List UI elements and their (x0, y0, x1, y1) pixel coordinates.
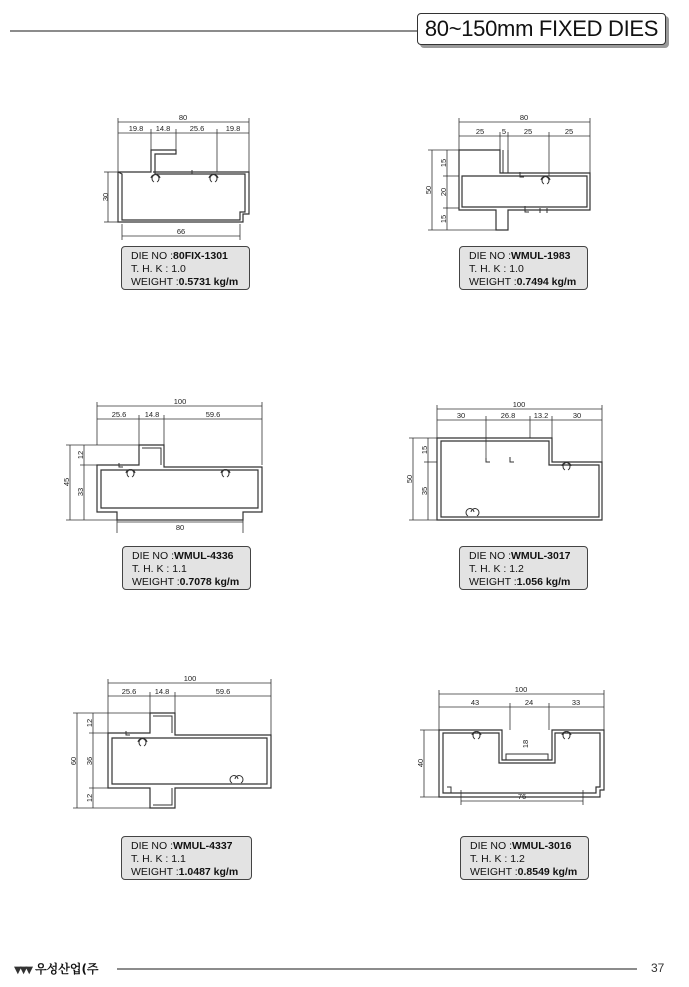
svg-text:43: 43 (470, 698, 480, 707)
svg-text:40: 40 (416, 758, 425, 768)
die-number: WMUL-3016 (512, 840, 572, 852)
weight: 1.056 kg/m (516, 576, 571, 588)
svg-text:25.6: 25.6 (189, 124, 205, 133)
svg-text:30: 30 (572, 411, 582, 420)
svg-text:60: 60 (69, 756, 78, 766)
weight: 0.5731 kg/m (178, 276, 239, 288)
svg-text:100: 100 (173, 397, 187, 406)
svg-text:33: 33 (571, 698, 581, 707)
svg-text:50: 50 (405, 474, 414, 484)
svg-text:15: 15 (439, 214, 448, 224)
svg-text:25: 25 (523, 127, 533, 136)
svg-text:59.6: 59.6 (215, 687, 231, 696)
page-number: 37 (651, 961, 665, 975)
company-logo-icon: ▼▼▼ (14, 965, 32, 976)
die-info-6: DIE NO :WMUL-3016 T. H. K : 1.2 WEIGHT :0.8549 kg/m (460, 836, 589, 880)
die-number: WMUL-3017 (511, 550, 571, 562)
footer-brand (14, 960, 99, 977)
die-info-4: DIE NO :WMUL-3017 T. H. K : 1.2 WEIGHT :1.056 kg/m (459, 546, 588, 590)
svg-text:30: 30 (456, 411, 466, 420)
die-profile-2 (424, 113, 590, 230)
svg-text:15: 15 (420, 445, 429, 455)
svg-text:100: 100 (183, 674, 197, 683)
svg-text:25: 25 (475, 127, 485, 136)
svg-text:13.2: 13.2 (533, 411, 549, 420)
svg-text:14.8: 14.8 (154, 687, 170, 696)
svg-text:19.8: 19.8 (128, 124, 144, 133)
svg-text:12: 12 (76, 450, 85, 460)
svg-text:5: 5 (501, 127, 507, 136)
die-number: WMUL-4336 (174, 550, 234, 562)
svg-text:45: 45 (62, 477, 71, 487)
svg-text:100: 100 (514, 685, 528, 694)
svg-text:50: 50 (424, 185, 433, 195)
svg-text:59.6: 59.6 (205, 410, 221, 419)
svg-text:15: 15 (439, 158, 448, 168)
svg-text:25.6: 25.6 (111, 410, 127, 419)
weight: 0.7494 kg/m (516, 276, 577, 288)
dim-total: 80 (178, 113, 188, 122)
svg-text:14.8: 14.8 (155, 124, 171, 133)
die-info-5: DIE NO :WMUL-4337 T. H. K : 1.1 WEIGHT :1.0487 kg/m (121, 836, 252, 880)
svg-text:24: 24 (524, 698, 534, 707)
svg-text:80: 80 (175, 523, 185, 532)
die-profile-6 (416, 685, 604, 805)
svg-text:36: 36 (85, 756, 94, 766)
die-info-1: DIE NO :80FIX-1301 T. H. K : 1.0 WEIGHT :0.5731 kg/m (121, 246, 250, 290)
weight: 0.7078 kg/m (179, 576, 240, 588)
svg-text:25.6: 25.6 (121, 687, 137, 696)
svg-text:19.8: 19.8 (225, 124, 241, 133)
svg-text:12: 12 (85, 793, 94, 803)
svg-text:18: 18 (521, 739, 530, 749)
die-number: WMUL-1983 (511, 250, 571, 262)
svg-text:12: 12 (85, 718, 94, 728)
svg-text:100: 100 (512, 400, 526, 409)
die-profile-3 (62, 397, 262, 533)
die-number: WMUL-4337 (173, 840, 233, 852)
svg-text:26.8: 26.8 (500, 411, 516, 420)
thickness: 1.1 (172, 563, 187, 575)
footer-rule (117, 968, 637, 970)
thickness: 1.2 (510, 853, 525, 865)
svg-text:66: 66 (176, 227, 186, 236)
page-title: 80~150mm FIXED DIES (417, 13, 666, 45)
svg-text:80: 80 (519, 113, 529, 122)
die-info-3: DIE NO :WMUL-4336 T. H. K : 1.1 WEIGHT :0.7078 kg/m (122, 546, 251, 590)
thickness: 1.0 (171, 263, 186, 275)
svg-text:76: 76 (517, 792, 527, 801)
weight: 1.0487 kg/m (178, 866, 239, 878)
company-name: 우성산업(주 (35, 962, 99, 976)
die-number: 80FIX-1301 (173, 250, 228, 262)
thickness: 1.0 (509, 263, 524, 275)
svg-text:33: 33 (76, 487, 85, 497)
svg-text:35: 35 (420, 486, 429, 496)
thickness: 1.2 (509, 563, 524, 575)
die-profile-4 (405, 400, 602, 520)
svg-text:20: 20 (439, 187, 448, 197)
svg-text:14.8: 14.8 (144, 410, 160, 419)
die-info-2: DIE NO :WMUL-1983 T. H. K : 1.0 WEIGHT :0.7494 kg/m (459, 246, 588, 290)
weight: 0.8549 kg/m (517, 866, 578, 878)
thickness: 1.1 (171, 853, 186, 865)
svg-text:25: 25 (564, 127, 574, 136)
die-profile-1 (101, 113, 249, 240)
die-profile-5 (69, 674, 271, 808)
svg-text:30: 30 (101, 192, 110, 202)
